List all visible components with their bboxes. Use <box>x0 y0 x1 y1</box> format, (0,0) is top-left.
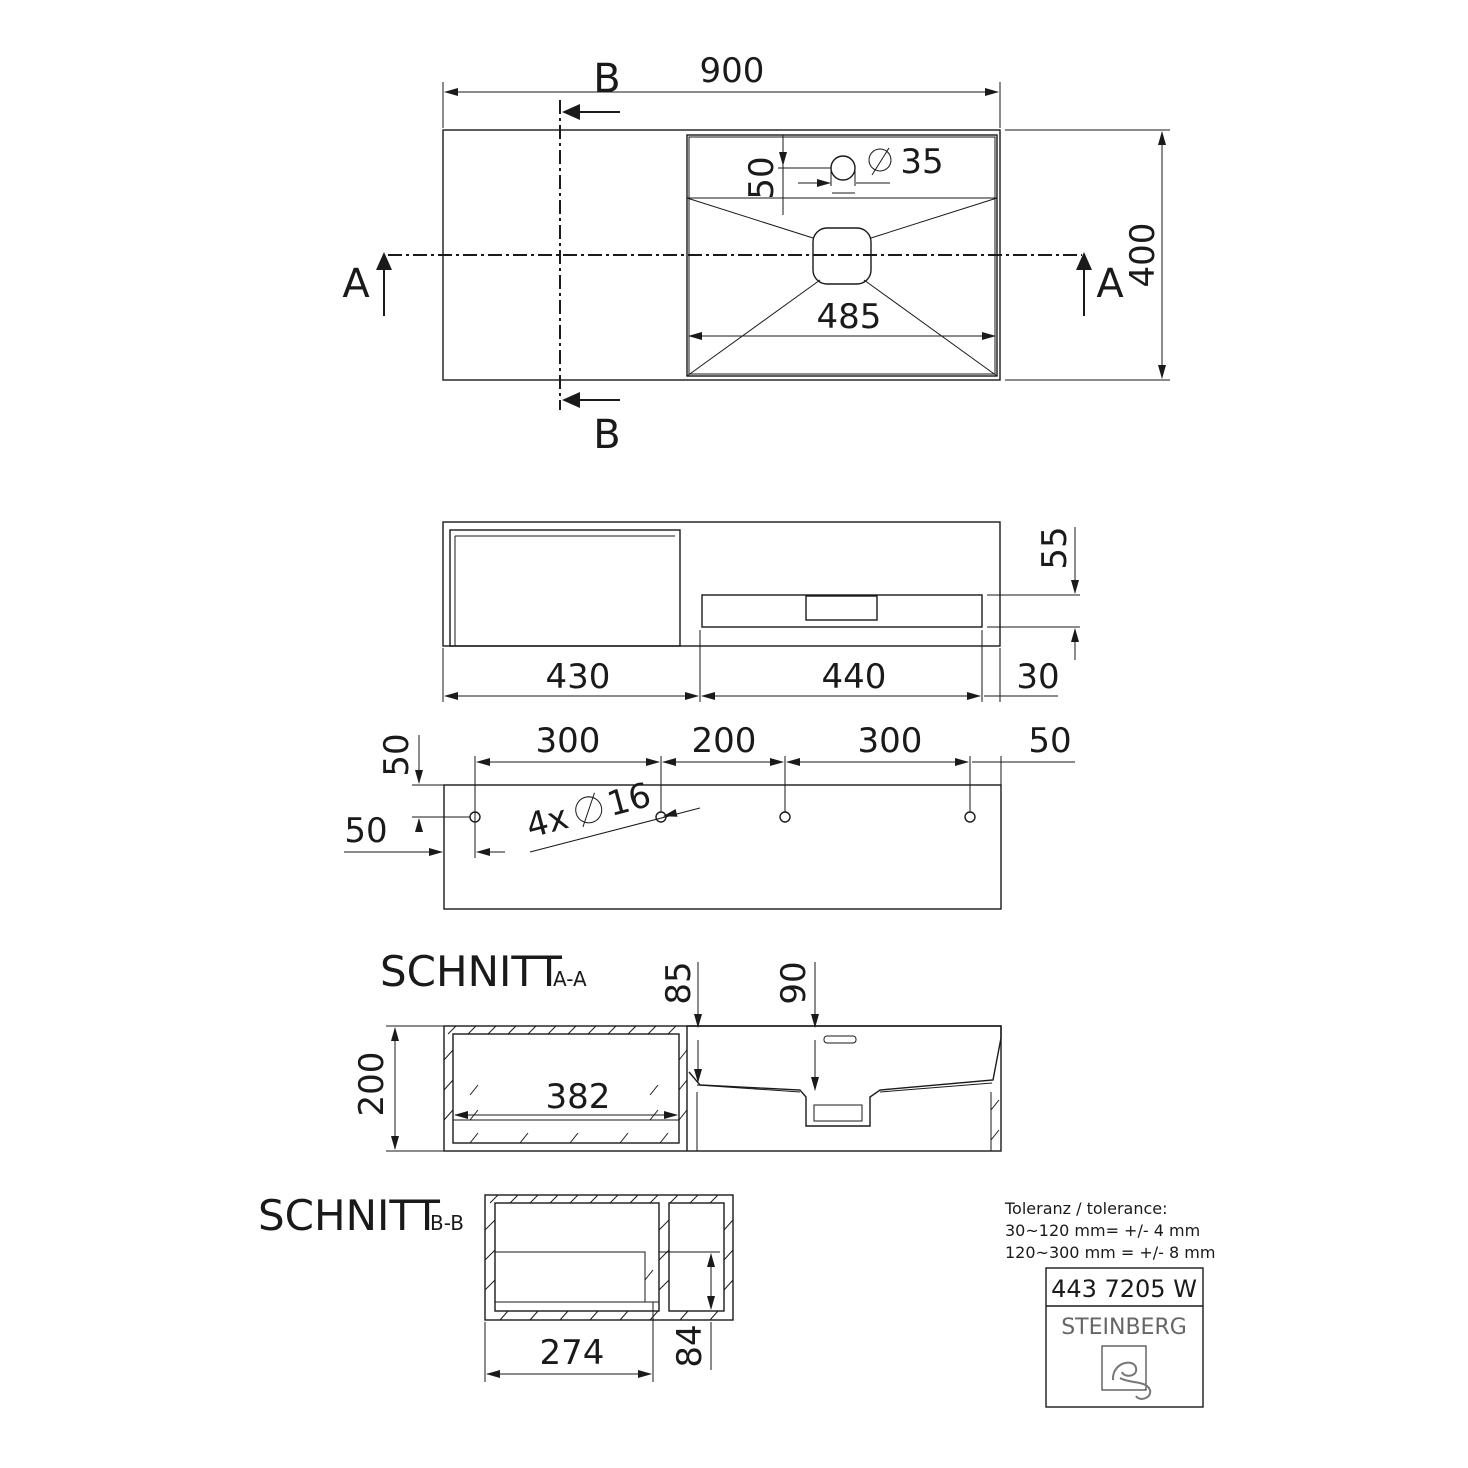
brand-name: STEINBERG <box>1061 1315 1187 1340</box>
dim-right-margin: 30 <box>1016 657 1060 697</box>
section-aa-title: SCHNITT <box>380 947 562 996</box>
tap-hole <box>831 156 855 180</box>
dim-height-front: 55 <box>1035 526 1075 570</box>
section-aa-suffix: A-A <box>553 967 587 991</box>
brand-logo-icon <box>1102 1346 1150 1399</box>
dim-spacing-2: 200 <box>691 721 757 761</box>
section-b-bottom: B <box>593 412 621 458</box>
hole-diameter: 16 <box>603 775 656 825</box>
article-number: 443 7205 W <box>1051 1275 1197 1303</box>
dim-inner-width-aa: 382 <box>545 1077 611 1117</box>
dim-spacing-3: 300 <box>857 721 923 761</box>
tolerance-line-2: 30~120 mm= +/- 4 mm <box>1005 1221 1201 1240</box>
dim-inner-height-bb: 84 <box>670 1324 710 1368</box>
section-a-left: A <box>342 261 370 307</box>
dim-bowl-depth-1: 85 <box>659 961 699 1005</box>
dim-tap-offset: 50 <box>742 156 782 200</box>
back-view <box>344 721 1075 909</box>
section-b-top: B <box>593 56 621 102</box>
dim-inner-width-bb: 274 <box>539 1333 605 1373</box>
dim-bowl-part: 440 <box>821 657 887 697</box>
section-bb <box>258 1191 733 1382</box>
section-aa <box>352 947 1001 1151</box>
dim-bowl-width: 485 <box>816 297 882 337</box>
basin-outline-back <box>444 785 1001 909</box>
dim-tap-hole: 35 <box>900 142 944 182</box>
mount-hole-4 <box>965 812 975 822</box>
dim-left-part: 430 <box>545 657 611 697</box>
dim-spacing-1: 300 <box>535 721 601 761</box>
top-view <box>342 51 1170 458</box>
mount-hole-3 <box>780 812 790 822</box>
dim-top-edge: 50 <box>377 733 417 777</box>
dim-section-height: 200 <box>352 1051 392 1117</box>
dim-width: 900 <box>699 51 765 91</box>
holes-count: 4x <box>521 797 573 847</box>
dim-left-edge: 50 <box>344 811 388 851</box>
section-bb-suffix: B-B <box>430 1211 464 1235</box>
tolerance-line-3: 120~300 mm = +/- 8 mm <box>1005 1243 1216 1262</box>
dim-bowl-depth-2: 90 <box>774 961 814 1005</box>
dim-depth: 400 <box>1123 222 1163 288</box>
tolerance-line-1: Toleranz / tolerance: <box>1005 1199 1168 1218</box>
front-view <box>443 522 1080 702</box>
dim-right-edge: 50 <box>1028 721 1072 761</box>
section-bb-title: SCHNITT <box>258 1191 440 1240</box>
tolerance-note <box>1004 1199 1215 1262</box>
title-block <box>1046 1268 1203 1407</box>
section-a-right: A <box>1096 261 1124 307</box>
